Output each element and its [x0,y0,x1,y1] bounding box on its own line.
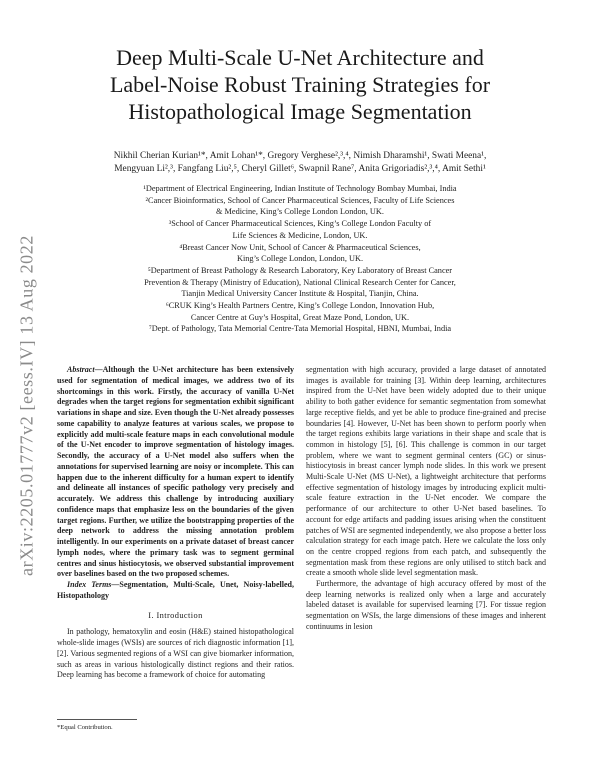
affiliation-line: ²Cancer Bioinformatics, School of Cancer Pharmaceutical Sciences, Faculty of Life Sciences [145,195,455,205]
affiliation-line: ¹Department of Electrical Engineering, Indian Institute of Technology Bombay Mumbai, India [143,184,457,193]
left-column [57,365,294,681]
abstract [57,365,294,580]
arxiv-stamp: arXiv:2205.01777v2 [eess.IV] 13 Aug 2022 [16,235,37,576]
affiliation-line: Tianjin Medical University Cancer Institute & Hospital, Tianjin, China. [181,289,419,299]
intro-paragraph: In pathology, hematoxylin and eosin (H&E) stained histopathological whole-slide images (WSIs) are sources of rich diagnostic information [1], [2]. Various segmented regions of a WSI can give biomarker information, such as areas in various histologically distinct regions and their ratios. Deep learning has become a framework of choice for automating [57,627,294,680]
index-terms [57,580,294,602]
affiliation-line: ⁵Department of Breast Pathology & Research Laboratory, Key Laboratory of Breast Cancer [147,265,453,275]
abstract-text: —Although the U-Net architecture has been extensively used for segmentation of medical images, we address two of its shortcomings in this work. Firstly, the accuracy of vanilla U-Net degrades when the target regions for segmentation exhibit significant variations in shape and size. Even though the U-Net already possesses some capability to analyze features at various scales, we propose to explicitly add multi-scale feature maps in each convolutional module of the U-Net encoder to improve segmentation of histology images. Secondly, the accuracy of a U-Net model also suffers when the annotations for supervised learning are noisy or incomplete. This can happen due to the inherent difficulty for a human expert to identify and delineate all instances of specific pathology very precisely and accurately. We address this challenge by introducing auxiliary confidence maps that emphasize less on the boundaries of the given target regions. Further, we utilize the bootstrapping properties of the deep network to address the missing annotation problem intelligently. In our experiments on a private dataset of breast cancer lymph nodes, where the primary task was to segment germinal centres and sinus histiocytosis, we observed substantial improvement over baselines based on the two proposed schemes. [57,365,294,579]
body-paragraph: Furthermore, the advantage of high accuracy offered by most of the deep learning networks is realized only when a large and accurately labeled dataset is available for supervised learning [7]. For tissue region segmentation on WSIs, the large dimensions of these images and inherent continuums in lesion [306,579,546,631]
affiliation-line: & Medicine, King’s College London London, UK. [216,207,384,217]
right-column [306,365,546,633]
index-terms-label: Index Terms [67,580,112,589]
index-terms-text: —Segmentation, Multi-Scale, Unet, Noisy-labelled, Histopathology [57,580,294,600]
title-line: Deep Multi-Scale U-Net Architecture and [116,45,484,70]
body-paragraph: segmentation with high accuracy, provided a large dataset of annotated images is available for training [3]. Within deep learning, architectures inspired from the U-Net have been widely adopted due to their unique ability to both gather evidence for semantic segmentation from somewhat large receptive fields, and yet be able to produce fine-grained and precise boundaries [4]. However, U-Net has been shown to perform poorly when the target regions exhibits large variations in their shape and scale that is common in histology [5], [6]. This challenge is common in our target problem, where we want to segment germinal centers (GC) or sinus-histiocytosis in breast cancer lymph node slides. In this work we present Multi-Scale U-Net (MS U-Net), a lightweight architecture that performs effective segmentation of histology images by introducing explicit multi-scale feature extraction in the U-Net encoder. We compare the performance of our architecture to other U-Net based baselines. To account for edge artifacts and padding issues arising when the constituent patches of WSI are segmented independently, we also propose a better loss calculation strategy for each image patch. Here we calculate the loss only on the centre cropped regions from each patch, and subsequently the segmentation mask from these regions are only utilised to stitch back and create a smooth whole slide level segmentation mask. [306,365,546,578]
affiliation-line: Prevention & Therapy (Ministry of Education), National Clinical Research Center for Cancer, [144,277,456,287]
footnote: *Equal Contribution. [57,724,113,731]
author-line: Nikhil Cherian Kurian¹*, Amit Lohan¹*, Gregory Verghese²,³,⁴, Nimish Dharamshi¹, Swati Meena¹, [113,151,487,161]
title-line: Histopathological Image Segmentation [128,99,472,124]
abstract-label: Abstract [67,365,95,374]
footnote-rule [57,719,137,720]
affiliation-line: Cancer Centre at Guy’s Hospital, Great Maze Pond, London, UK. [190,312,410,322]
affiliation-line: ³School of Cancer Pharmaceutical Sciences, King’s College London Faculty of [168,219,432,229]
affiliation-line: ⁷Dept. of Pathology, Tata Memorial Centre-Tata Memorial Hospital, HBNI, Mumbai, India [148,324,452,334]
affiliation-line: Life Sciences & Medicine, London, UK. [232,230,368,240]
affiliations [60,183,540,335]
section-heading: I. Introduction [148,610,203,620]
affiliation-line: ⁴Breast Cancer Now Unit, School of Cancer & Pharmaceutical Sciences, [179,242,421,252]
title-line: Label-Noise Robust Training Strategies for [109,72,491,97]
paper-title [40,44,560,125]
author-list [40,150,560,176]
author-line: Mengyuan Li²,³, Fangfang Liu²,⁵, Cheryl Gillet⁶, Swapnil Rane⁷, Anita Grigoriadis²,³,⁴, Amit Sethi¹ [114,164,486,174]
affiliation-line: King’s College London, London, UK. [236,254,364,264]
affiliation-line: ⁶CRUK King’s Health Partners Centre, King’s College London, Innovation Hub, [165,301,435,311]
